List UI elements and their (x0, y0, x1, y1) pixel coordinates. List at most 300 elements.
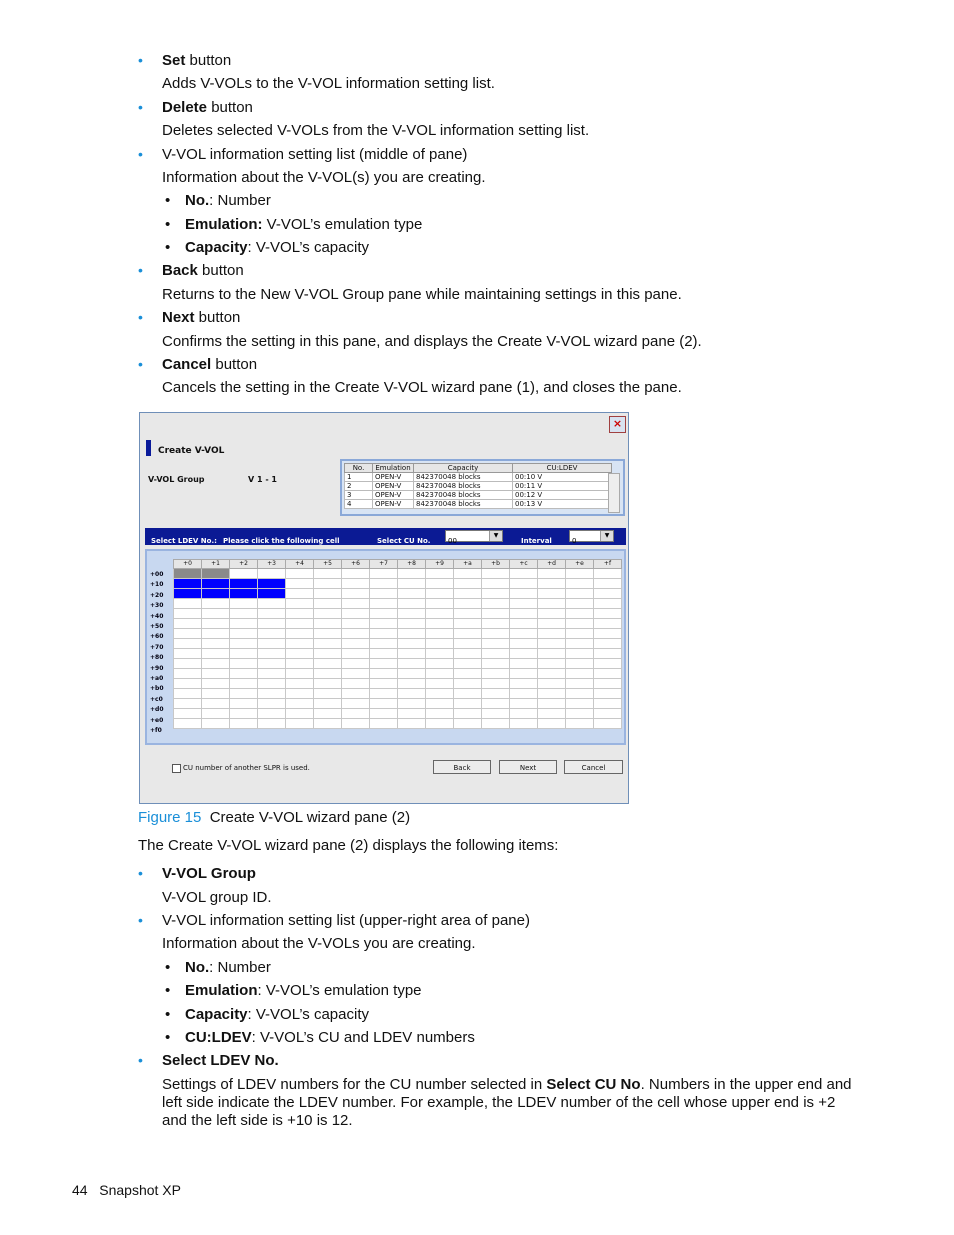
ldev-cell[interactable] (482, 579, 510, 589)
ldev-cell[interactable] (510, 699, 538, 709)
ldev-cell[interactable] (370, 619, 398, 629)
ldev-cell[interactable] (566, 689, 594, 699)
ldev-cell[interactable] (202, 609, 230, 619)
ldev-cell[interactable] (454, 709, 482, 719)
ldev-cell[interactable] (510, 579, 538, 589)
ldev-cell[interactable] (566, 619, 594, 629)
ldev-cell[interactable] (202, 679, 230, 689)
ldev-cell[interactable] (174, 619, 202, 629)
ldev-cell[interactable] (482, 689, 510, 699)
ldev-cell[interactable] (482, 599, 510, 609)
ldev-cell[interactable] (342, 649, 370, 659)
ldev-cell[interactable] (454, 669, 482, 679)
ldev-cell[interactable] (454, 629, 482, 639)
ldev-cell[interactable] (398, 579, 426, 589)
grid-row-label: +e0 (150, 716, 164, 724)
ldev-cell[interactable] (454, 659, 482, 669)
table-row[interactable]: 3 OPEN-V 842370048 blocks 00:12 V (345, 491, 612, 500)
ldev-cell[interactable] (230, 699, 258, 709)
ldev-cell[interactable] (482, 669, 510, 679)
ldev-cell[interactable] (258, 709, 286, 719)
cancel-button[interactable]: Cancel (564, 760, 623, 774)
ldev-cell[interactable] (286, 579, 314, 589)
ldev-cell[interactable] (426, 639, 454, 649)
ldev-cell[interactable] (258, 609, 286, 619)
ldev-cell[interactable] (314, 579, 342, 589)
ldev-cell[interactable] (426, 629, 454, 639)
ldev-cell[interactable] (510, 689, 538, 699)
ldev-cell[interactable] (314, 709, 342, 719)
ldev-cell[interactable] (398, 619, 426, 629)
ldev-cell[interactable] (314, 649, 342, 659)
ldev-cell[interactable] (174, 609, 202, 619)
ldev-cell[interactable] (566, 709, 594, 719)
ldev-cell[interactable] (510, 629, 538, 639)
col-header[interactable]: Emulation (373, 464, 414, 473)
ldev-cell[interactable] (426, 659, 454, 669)
figure-caption: Figure 15 Create V-VOL wizard pane (2) (138, 809, 411, 826)
ldev-cell[interactable] (426, 609, 454, 619)
ldev-cell[interactable] (174, 659, 202, 669)
ldev-cell[interactable] (594, 659, 622, 669)
ldev-cell[interactable] (286, 639, 314, 649)
ldev-cell[interactable] (202, 699, 230, 709)
ldev-cell[interactable] (230, 579, 258, 589)
ldev-cell[interactable] (566, 659, 594, 669)
ldev-cell[interactable] (258, 599, 286, 609)
grid-row (174, 689, 622, 699)
next-button[interactable]: Next (499, 760, 557, 774)
ldev-cell[interactable] (230, 599, 258, 609)
ldev-cell[interactable] (426, 649, 454, 659)
ldev-cell[interactable] (426, 709, 454, 719)
ldev-cell[interactable] (174, 689, 202, 699)
ldev-cell[interactable] (510, 639, 538, 649)
ldev-cell[interactable] (594, 609, 622, 619)
ldev-cell[interactable] (370, 599, 398, 609)
ldev-cell[interactable] (538, 709, 566, 719)
ldev-cell[interactable] (398, 649, 426, 659)
page-number: 44 (72, 1182, 88, 1198)
ldev-cell[interactable] (594, 569, 622, 579)
ldev-cell[interactable] (202, 649, 230, 659)
ldev-cell[interactable] (342, 609, 370, 619)
ldev-cell[interactable] (230, 589, 258, 599)
ldev-cell[interactable] (258, 699, 286, 709)
ldev-cell[interactable] (538, 619, 566, 629)
ldev-cell[interactable] (426, 689, 454, 699)
ldev-cell[interactable] (370, 639, 398, 649)
ldev-cell[interactable] (230, 659, 258, 669)
ldev-cell[interactable] (538, 599, 566, 609)
ldev-cell[interactable] (202, 659, 230, 669)
ldev-cell[interactable] (314, 719, 342, 729)
ldev-cell[interactable] (566, 609, 594, 619)
ldev-cell[interactable] (454, 689, 482, 699)
ldev-cell[interactable] (566, 719, 594, 729)
ldev-cell[interactable] (314, 679, 342, 689)
ldev-cell[interactable] (594, 699, 622, 709)
ldev-cell[interactable] (342, 669, 370, 679)
subitem-no: • No.: Number (165, 192, 271, 209)
ldev-cell[interactable] (286, 569, 314, 579)
col-header[interactable]: No. (345, 464, 373, 473)
grid-row (174, 599, 622, 609)
subitem-capacity: • Capacity: V-VOL’s capacity (165, 1006, 369, 1023)
ldev-cell[interactable] (482, 679, 510, 689)
ldev-cell[interactable] (202, 579, 230, 589)
ldev-cell[interactable] (342, 699, 370, 709)
grid-col-header: +e (566, 560, 594, 569)
ldev-cell[interactable] (398, 679, 426, 689)
ldev-cell[interactable] (202, 719, 230, 729)
ldev-cell[interactable] (566, 669, 594, 679)
ldev-cell[interactable] (538, 609, 566, 619)
ldev-cell[interactable] (538, 689, 566, 699)
ldev-cell[interactable] (538, 699, 566, 709)
back-button[interactable]: Back (433, 760, 491, 774)
ldev-cell[interactable] (342, 629, 370, 639)
click-cell-hint: Please click the following cell (223, 537, 340, 545)
ldev-cell[interactable] (370, 669, 398, 679)
ldev-cell[interactable] (230, 679, 258, 689)
ldev-cell[interactable] (482, 569, 510, 579)
ldev-cell[interactable] (174, 569, 202, 579)
ldev-cell[interactable] (594, 669, 622, 679)
ldev-cell[interactable] (454, 639, 482, 649)
ldev-cell[interactable] (398, 699, 426, 709)
ldev-cell[interactable] (230, 639, 258, 649)
ldev-cell[interactable] (510, 649, 538, 659)
ldev-cell[interactable] (230, 609, 258, 619)
subitem-no: • No.: Number (165, 959, 271, 976)
ldev-cell[interactable] (174, 719, 202, 729)
ldev-cell[interactable] (314, 699, 342, 709)
ldev-cell[interactable] (370, 689, 398, 699)
col-header[interactable]: Capacity (414, 464, 513, 473)
ldev-cell[interactable] (426, 679, 454, 689)
ldev-cell[interactable] (370, 629, 398, 639)
select-ldev-bar (145, 528, 626, 545)
ldev-cell[interactable] (258, 639, 286, 649)
ldev-cell[interactable] (594, 589, 622, 599)
cu-number-select[interactable]: 00 ▼ (445, 530, 503, 542)
ldev-cell[interactable] (454, 619, 482, 629)
ldev-cell[interactable] (314, 599, 342, 609)
ldev-cell[interactable] (258, 719, 286, 729)
ldev-cell[interactable] (258, 669, 286, 679)
ldev-cell[interactable] (454, 589, 482, 599)
ldev-cell[interactable] (342, 579, 370, 589)
ldev-cell[interactable] (454, 579, 482, 589)
ldev-cell[interactable] (370, 609, 398, 619)
ldev-cell[interactable] (482, 639, 510, 649)
interval-select[interactable]: 0 ▼ (569, 530, 614, 542)
ldev-cell[interactable] (342, 569, 370, 579)
ldev-cell[interactable] (510, 719, 538, 729)
ldev-cell[interactable] (286, 679, 314, 689)
ldev-cell[interactable] (174, 639, 202, 649)
ldev-cell[interactable] (482, 589, 510, 599)
ldev-cell[interactable] (426, 599, 454, 609)
ldev-cell[interactable] (426, 719, 454, 729)
ldev-cell[interactable] (538, 669, 566, 679)
close-icon[interactable]: × (609, 416, 626, 433)
ldev-cell[interactable] (538, 649, 566, 659)
ldev-cell[interactable] (426, 619, 454, 629)
ldev-cell[interactable] (314, 639, 342, 649)
ldev-cell[interactable] (230, 709, 258, 719)
ldev-cell[interactable] (594, 619, 622, 629)
ldev-cell[interactable] (230, 719, 258, 729)
ldev-cell[interactable] (370, 659, 398, 669)
ldev-cell[interactable] (566, 699, 594, 709)
ldev-cell[interactable] (370, 589, 398, 599)
ldev-cell[interactable] (258, 649, 286, 659)
ldev-cell[interactable] (454, 719, 482, 729)
ldev-cell[interactable] (566, 589, 594, 599)
ldev-cell[interactable] (174, 669, 202, 679)
ldev-cell[interactable] (342, 659, 370, 669)
ldev-cell[interactable] (258, 619, 286, 629)
ldev-cell[interactable] (174, 709, 202, 719)
ldev-cell[interactable] (510, 679, 538, 689)
col-header[interactable]: CU:LDEV (513, 464, 612, 473)
ldev-cell[interactable] (594, 639, 622, 649)
ldev-cell[interactable] (538, 589, 566, 599)
ldev-cell[interactable] (202, 639, 230, 649)
ldev-cell[interactable] (314, 569, 342, 579)
ldev-cell[interactable] (370, 679, 398, 689)
ldev-cell[interactable] (370, 709, 398, 719)
ldev-cell[interactable] (594, 689, 622, 699)
ldev-cell[interactable] (202, 629, 230, 639)
ldev-cell[interactable] (342, 639, 370, 649)
ldev-cell[interactable] (510, 589, 538, 599)
chevron-down-icon: ▼ (489, 531, 502, 541)
ldev-cell[interactable] (314, 619, 342, 629)
ldev-cell[interactable] (230, 629, 258, 639)
ldev-cell[interactable] (566, 649, 594, 659)
grid-col-header: +8 (398, 560, 426, 569)
table-row[interactable]: 1 OPEN-V 842370048 blocks 00:10 V (345, 473, 612, 482)
ldev-cell[interactable] (286, 669, 314, 679)
ldev-cell[interactable] (202, 619, 230, 629)
ldev-cell[interactable] (230, 569, 258, 579)
ldev-cell[interactable] (202, 569, 230, 579)
ldev-cell[interactable] (426, 579, 454, 589)
ldev-cell[interactable] (566, 569, 594, 579)
ldev-cell[interactable] (482, 659, 510, 669)
ldev-cell[interactable] (538, 569, 566, 579)
ldev-cell[interactable] (174, 649, 202, 659)
ldev-cell[interactable] (398, 639, 426, 649)
ldev-cell[interactable] (286, 589, 314, 599)
bullet-next-button: • Next button (138, 309, 241, 326)
ldev-cell[interactable] (510, 659, 538, 669)
ldev-cell[interactable] (258, 629, 286, 639)
bullet-marker: • (138, 52, 143, 68)
ldev-cell[interactable] (510, 709, 538, 719)
ldev-cell[interactable] (370, 649, 398, 659)
ldev-cell[interactable] (482, 719, 510, 729)
slpr-checkbox-row[interactable]: CU number of another SLPR is used. (172, 759, 310, 778)
list-scrollbar[interactable] (608, 473, 620, 513)
ldev-cell[interactable] (370, 569, 398, 579)
chevron-down-icon: ▼ (600, 531, 613, 541)
ldev-cell[interactable] (398, 709, 426, 719)
ldev-cell[interactable] (174, 589, 202, 599)
ldev-cell[interactable] (342, 589, 370, 599)
ldev-cell[interactable] (342, 719, 370, 729)
ldev-cell[interactable] (454, 679, 482, 689)
ldev-cell[interactable] (286, 659, 314, 669)
ldev-cell[interactable] (370, 719, 398, 729)
ldev-cell[interactable] (426, 699, 454, 709)
ldev-cell[interactable] (482, 709, 510, 719)
ldev-cell[interactable] (566, 629, 594, 639)
grid-col-header: +6 (342, 560, 370, 569)
ldev-cell[interactable] (342, 679, 370, 689)
ldev-cell[interactable] (426, 589, 454, 599)
ldev-cell[interactable] (314, 659, 342, 669)
ldev-cell[interactable] (482, 619, 510, 629)
ldev-cell[interactable] (174, 679, 202, 689)
ldev-cell[interactable] (370, 699, 398, 709)
ldev-cell[interactable] (286, 629, 314, 639)
ldev-cell[interactable] (174, 699, 202, 709)
ldev-cell[interactable] (174, 629, 202, 639)
ldev-cell[interactable] (258, 569, 286, 579)
ldev-cell[interactable] (202, 669, 230, 679)
ldev-cell[interactable] (482, 629, 510, 639)
ldev-cell[interactable] (202, 709, 230, 719)
bullet-desc: Returns to the New V-VOL Group pane while maintaining settings in this pane. (162, 286, 682, 303)
ldev-cell[interactable] (342, 619, 370, 629)
ldev-cell[interactable] (314, 629, 342, 639)
grid-row (174, 609, 622, 619)
ldev-cell[interactable] (594, 599, 622, 609)
ldev-cell[interactable] (594, 679, 622, 689)
ldev-cell[interactable] (482, 649, 510, 659)
ldev-cell[interactable] (286, 719, 314, 729)
ldev-cell[interactable] (258, 659, 286, 669)
ldev-cell[interactable] (286, 699, 314, 709)
ldev-cell[interactable] (230, 619, 258, 629)
bullet-marker: • (138, 912, 143, 928)
ldev-cell[interactable] (594, 719, 622, 729)
ldev-cell[interactable] (594, 579, 622, 589)
ldev-cell[interactable] (314, 609, 342, 619)
ldev-cell[interactable] (342, 599, 370, 609)
ldev-cell[interactable] (566, 679, 594, 689)
ldev-cell[interactable] (286, 709, 314, 719)
ldev-cell[interactable] (510, 669, 538, 679)
ldev-cell[interactable] (566, 579, 594, 589)
ldev-cell[interactable] (538, 679, 566, 689)
ldev-cell[interactable] (398, 689, 426, 699)
ldev-cell[interactable] (314, 689, 342, 699)
ldev-cell[interactable] (314, 589, 342, 599)
ldev-cell[interactable] (398, 669, 426, 679)
ldev-cell[interactable] (174, 599, 202, 609)
dialog-title: Create V-VOL (146, 440, 246, 456)
ldev-cell[interactable] (398, 629, 426, 639)
ldev-cell[interactable] (258, 589, 286, 599)
ldev-cell[interactable] (398, 599, 426, 609)
bullet-marker: • (138, 1052, 143, 1068)
ldev-cell[interactable] (398, 569, 426, 579)
ldev-cell[interactable] (230, 669, 258, 679)
ldev-cell[interactable] (398, 659, 426, 669)
ldev-cell[interactable] (594, 709, 622, 719)
ldev-cell[interactable] (286, 599, 314, 609)
ldev-cell[interactable] (566, 599, 594, 609)
ldev-cell[interactable] (258, 679, 286, 689)
ldev-cell[interactable] (538, 629, 566, 639)
table-row[interactable]: 4 OPEN-V 842370048 blocks 00:13 V (345, 500, 612, 509)
ldev-cell[interactable] (566, 639, 594, 649)
ldev-cell[interactable] (202, 599, 230, 609)
ldev-cell[interactable] (286, 689, 314, 699)
ldev-cell[interactable] (426, 669, 454, 679)
ldev-cell[interactable] (202, 689, 230, 699)
ldev-cell[interactable] (230, 649, 258, 659)
ldev-cell[interactable] (510, 619, 538, 629)
ldev-cell[interactable] (258, 689, 286, 699)
grid-row (174, 709, 622, 719)
ldev-cell[interactable] (538, 579, 566, 589)
ldev-cell[interactable] (510, 609, 538, 619)
bullet-marker: • (138, 865, 143, 881)
ldev-cell[interactable] (398, 589, 426, 599)
ldev-cell[interactable] (174, 579, 202, 589)
ldev-cell[interactable] (482, 609, 510, 619)
ldev-cell[interactable] (594, 629, 622, 639)
ldev-cell[interactable] (454, 599, 482, 609)
ldev-cell[interactable] (454, 649, 482, 659)
ldev-cell[interactable] (342, 689, 370, 699)
slpr-checkbox[interactable] (172, 764, 181, 773)
ldev-cell[interactable] (286, 619, 314, 629)
ldev-cell[interactable] (510, 569, 538, 579)
ldev-cell[interactable] (398, 719, 426, 729)
ldev-cell[interactable] (258, 579, 286, 589)
ldev-cell[interactable] (538, 719, 566, 729)
ldev-cell[interactable] (230, 689, 258, 699)
grid-row (174, 619, 622, 629)
ldev-cell[interactable] (594, 649, 622, 659)
grid-row (174, 719, 622, 729)
ldev-cell[interactable] (202, 589, 230, 599)
ldev-cell[interactable] (454, 609, 482, 619)
ldev-cell[interactable] (286, 609, 314, 619)
ldev-cell[interactable] (286, 649, 314, 659)
ldev-cell[interactable] (398, 609, 426, 619)
ldev-cell[interactable] (482, 699, 510, 709)
ldev-cell[interactable] (370, 579, 398, 589)
ldev-cell[interactable] (454, 569, 482, 579)
ldev-cell[interactable] (510, 599, 538, 609)
ldev-cell[interactable] (538, 639, 566, 649)
ldev-cell[interactable] (454, 699, 482, 709)
ldev-cell[interactable] (538, 659, 566, 669)
ldev-cell[interactable] (314, 669, 342, 679)
ldev-cell[interactable] (426, 569, 454, 579)
table-row[interactable]: 2 OPEN-V 842370048 blocks 00:11 V (345, 482, 612, 491)
bullet-vvol-group: • V-VOL Group (138, 865, 256, 882)
ldev-cell[interactable] (342, 709, 370, 719)
